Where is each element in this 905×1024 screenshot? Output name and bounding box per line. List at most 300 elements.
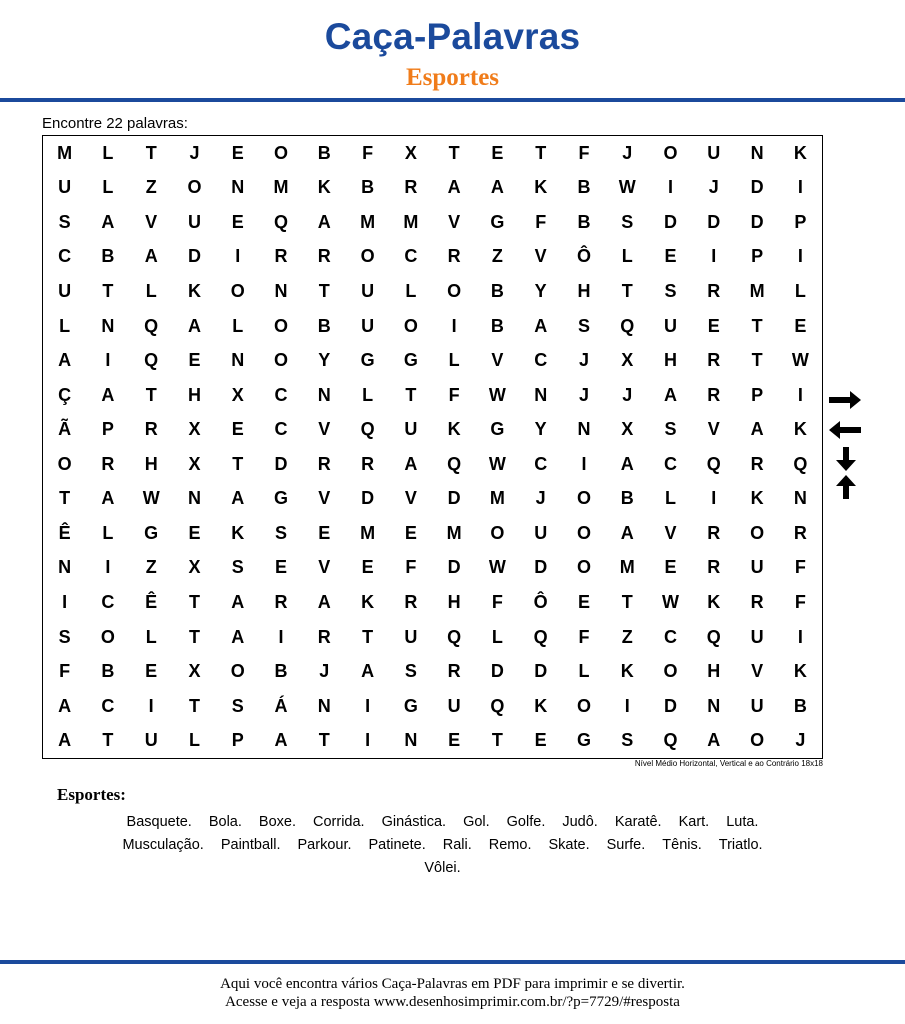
- grid-cell: B: [317, 315, 331, 336]
- grid-cell: A: [620, 453, 634, 474]
- grid-cell: L: [188, 730, 200, 751]
- grid-cell: A: [58, 730, 72, 751]
- grid-cell: E: [188, 350, 201, 371]
- grid-cell: C: [664, 626, 678, 647]
- footer-line-1: Aqui você encontra vários Caça-Palavras em PDF para imprimir e se divertir.: [220, 976, 685, 992]
- grid-cell: M: [360, 522, 376, 543]
- grid-cell: V: [404, 488, 417, 509]
- grid-cell: T: [102, 280, 114, 301]
- grid-cell: H: [447, 591, 461, 612]
- grid-cell: H: [664, 350, 678, 371]
- grid-cell: O: [490, 522, 505, 543]
- grid-cell: B: [793, 695, 807, 716]
- grid-cell: I: [797, 177, 803, 198]
- grid-cell: E: [231, 211, 244, 232]
- word-list-item: Gol.: [463, 814, 490, 830]
- grid-cell: A: [231, 626, 245, 647]
- grid-cell: X: [404, 142, 417, 163]
- grid-cell: E: [577, 591, 590, 612]
- grid-cell: P: [101, 419, 114, 440]
- grid-cell: D: [447, 488, 461, 509]
- grid-cell: K: [750, 488, 764, 509]
- grid-cell: P: [751, 246, 764, 267]
- grid-cell: Ê: [58, 522, 71, 543]
- grid-cell: L: [102, 142, 114, 163]
- grid-cell: T: [102, 730, 114, 751]
- grid-cell: D: [361, 488, 375, 509]
- grid-cell: J: [578, 384, 589, 405]
- grid-cell: A: [231, 591, 245, 612]
- grid-cell: W: [488, 384, 506, 405]
- grid-cell: M: [403, 211, 419, 232]
- grid-cell: Q: [144, 315, 159, 336]
- grid-cell: D: [447, 557, 461, 578]
- grid-cell: S: [664, 419, 677, 440]
- grid-cell: R: [750, 453, 764, 474]
- grid-cell: E: [145, 661, 158, 682]
- grid-cell: R: [447, 246, 461, 267]
- grid-cell: H: [577, 280, 591, 301]
- grid-cell: L: [491, 626, 503, 647]
- grid-cell: D: [750, 211, 764, 232]
- grid-cell: D: [664, 211, 678, 232]
- grid-cell: X: [231, 384, 244, 405]
- grid-cell: G: [274, 488, 289, 509]
- difficulty-note: Nível Médio Horizontal, Vertical e ao Contrário 18x18: [634, 759, 823, 768]
- grid-cell: I: [451, 315, 457, 336]
- bottom-divider: [0, 960, 905, 964]
- grid-cell: R: [361, 453, 375, 474]
- grid-cell: K: [534, 695, 548, 716]
- grid-cell: X: [188, 453, 201, 474]
- word-list-item: Boxe.: [258, 814, 296, 830]
- grid-cell: Q: [663, 730, 678, 751]
- grid-cell: J: [189, 142, 200, 163]
- grid-cell: A: [620, 522, 634, 543]
- grid-cell: S: [664, 280, 677, 301]
- grid-cell: S: [621, 730, 634, 751]
- grid-cell: A: [447, 177, 461, 198]
- word-list-item: Kart.: [678, 814, 710, 830]
- grid-cell: O: [576, 695, 591, 716]
- grid-cell: Ê: [145, 591, 158, 612]
- grid-cell: I: [365, 695, 371, 716]
- grid-cell: A: [101, 384, 115, 405]
- grid-cell: W: [488, 557, 506, 578]
- grid-cell: U: [404, 626, 418, 647]
- grid-cell: X: [621, 419, 634, 440]
- grid-cell: U: [750, 626, 764, 647]
- grid-cell: G: [360, 350, 375, 371]
- word-list-item: Paintball.: [220, 837, 281, 853]
- grid-cell: F: [362, 142, 374, 163]
- grid-cell: B: [361, 177, 375, 198]
- grid-cell: S: [577, 315, 590, 336]
- grid-cell: G: [490, 419, 505, 440]
- grid-cell: Á: [274, 695, 288, 716]
- grid-cell: R: [101, 453, 115, 474]
- instruction-text: Encontre 22 palavras:: [42, 115, 188, 132]
- grid-cell: S: [58, 626, 71, 647]
- grid-cell: D: [187, 246, 201, 267]
- grid-cell: J: [795, 730, 806, 751]
- grid-cell: G: [403, 695, 418, 716]
- grid-cell: H: [707, 661, 721, 682]
- grid-cell: Q: [490, 695, 505, 716]
- grid-cell: L: [621, 246, 633, 267]
- grid-cell: I: [797, 246, 803, 267]
- grid-cell: V: [534, 246, 547, 267]
- grid-cell: J: [708, 177, 719, 198]
- grid-cell: X: [188, 557, 201, 578]
- grid-cell: O: [750, 730, 765, 751]
- grid-cell: C: [58, 246, 72, 267]
- grid-cell: B: [101, 246, 115, 267]
- grid-cell: A: [58, 695, 72, 716]
- grid-cell: M: [749, 280, 765, 301]
- grid-cell: V: [751, 661, 764, 682]
- grid-cell: P: [751, 384, 764, 405]
- grid-cell: F: [448, 384, 460, 405]
- grid-cell: T: [145, 384, 157, 405]
- grid-cell: Z: [145, 557, 157, 578]
- grid-cell: L: [232, 315, 244, 336]
- grid-cell: T: [448, 142, 460, 163]
- grid-cell: B: [274, 661, 288, 682]
- grid-cell: V: [318, 488, 331, 509]
- grid-cell: A: [664, 384, 678, 405]
- grid-cell: I: [797, 626, 803, 647]
- grid-cell: Ô: [533, 591, 548, 612]
- grid-cell: N: [101, 315, 115, 336]
- grid-cell: T: [318, 730, 330, 751]
- grid-cell: Q: [144, 350, 159, 371]
- arrow-left-icon: [828, 418, 862, 442]
- grid-cell: T: [188, 695, 200, 716]
- grid-cell: T: [362, 626, 374, 647]
- grid-cell: S: [404, 661, 417, 682]
- grid-cell: W: [488, 453, 506, 474]
- top-divider: [0, 98, 905, 102]
- grid-cell: K: [317, 177, 331, 198]
- grid-cell: B: [620, 488, 634, 509]
- grid-cell: V: [318, 419, 331, 440]
- grid-cell: Q: [447, 453, 462, 474]
- word-list-item: Corrida.: [313, 814, 365, 830]
- grid-cell: L: [59, 315, 71, 336]
- grid-cell: N: [577, 419, 591, 440]
- grid-cell: E: [707, 315, 720, 336]
- grid-cell: E: [664, 246, 677, 267]
- grid-cell: Z: [491, 246, 503, 267]
- grid-cell: D: [274, 453, 288, 474]
- grid-cell: I: [581, 453, 587, 474]
- grid-cell: U: [144, 730, 158, 751]
- grid-cell: E: [188, 522, 201, 543]
- grid-cell: H: [187, 384, 201, 405]
- grid-cell: L: [794, 280, 806, 301]
- grid-cell: L: [448, 350, 460, 371]
- grid-cell: U: [58, 177, 72, 198]
- grid-cell: N: [404, 730, 418, 751]
- grid-cell: R: [707, 522, 721, 543]
- grid-cell: C: [534, 350, 548, 371]
- grid-cell: B: [317, 142, 331, 163]
- grid-cell: V: [664, 522, 677, 543]
- grid-cell: N: [317, 384, 331, 405]
- grid-cell: E: [404, 522, 417, 543]
- grid-cell: O: [663, 661, 678, 682]
- grid-cell: G: [576, 730, 591, 751]
- grid-cell: T: [59, 488, 71, 509]
- grid-cell: I: [365, 730, 371, 751]
- grid-cell: N: [58, 557, 72, 578]
- grid-cell: I: [711, 246, 717, 267]
- grid-cell: D: [707, 211, 721, 232]
- arrow-right-icon: [828, 388, 862, 412]
- grid-cell: U: [187, 211, 201, 232]
- grid-cell: B: [490, 280, 504, 301]
- grid-cell: B: [101, 661, 115, 682]
- grid-cell: B: [577, 177, 591, 198]
- grid-cell: I: [235, 246, 241, 267]
- word-list-item: Skate.: [548, 837, 590, 853]
- grid-cell: K: [793, 419, 807, 440]
- grid-cell: Q: [706, 453, 721, 474]
- grid-cell: M: [360, 211, 376, 232]
- word-list-row: [0, 815, 885, 830]
- grid-cell: M: [57, 142, 73, 163]
- grid-cell: M: [489, 488, 505, 509]
- grid-cell: V: [448, 211, 461, 232]
- grid-cell: R: [750, 591, 764, 612]
- grid-cell: E: [448, 730, 461, 751]
- grid-cell: F: [59, 661, 71, 682]
- grid-cell: R: [317, 626, 331, 647]
- footer-line-2: Acesse e veja a resposta www.desenhosimprimir.com.br/?p=7729/#resposta: [225, 994, 680, 1010]
- grid-cell: I: [624, 695, 630, 716]
- grid-cell: U: [447, 695, 461, 716]
- grid-cell: J: [319, 661, 330, 682]
- grid-cell: T: [751, 350, 763, 371]
- grid-cell: T: [405, 384, 417, 405]
- grid-cell: A: [58, 350, 72, 371]
- grid-cell: K: [187, 280, 201, 301]
- grid-cell: Z: [621, 626, 633, 647]
- grid-cell: T: [621, 591, 633, 612]
- grid-cell: V: [318, 557, 331, 578]
- grid-cell: Q: [274, 211, 289, 232]
- grid-cell: D: [534, 557, 548, 578]
- grid-cell: R: [144, 419, 158, 440]
- grid-cell: M: [619, 557, 635, 578]
- grid-cell: A: [707, 730, 721, 751]
- grid-cell: R: [274, 591, 288, 612]
- grid-cell: O: [230, 661, 245, 682]
- word-list-row: [0, 838, 885, 853]
- grid-cell: W: [791, 350, 809, 371]
- grid-cell: S: [231, 695, 244, 716]
- grid-cell: D: [664, 695, 678, 716]
- grid-cell: O: [274, 350, 289, 371]
- grid-cell: N: [187, 488, 201, 509]
- grid-cell: I: [278, 626, 284, 647]
- grid-cell: N: [231, 177, 245, 198]
- grid-cell: L: [362, 384, 374, 405]
- grid-cell: V: [707, 419, 720, 440]
- grid-cell: M: [273, 177, 289, 198]
- grid-cell: L: [405, 280, 417, 301]
- grid-cell: O: [576, 557, 591, 578]
- grid-cell: S: [621, 211, 634, 232]
- grid-cell: F: [491, 591, 503, 612]
- grid-cell: C: [274, 419, 288, 440]
- grid-cell: N: [793, 488, 807, 509]
- word-list-item: Surfe.: [606, 837, 646, 853]
- grid-cell: U: [750, 695, 764, 716]
- word-list-item: Luta.: [726, 814, 759, 830]
- grid-cell: E: [361, 557, 374, 578]
- grid-cell: A: [317, 211, 331, 232]
- grid-cell: R: [317, 246, 331, 267]
- word-list-item: Parkour.: [297, 837, 352, 853]
- grid-cell: L: [665, 488, 677, 509]
- grid-cell: E: [491, 142, 504, 163]
- grid-cell: C: [534, 453, 548, 474]
- grid-cell: R: [707, 557, 721, 578]
- grid-cell: O: [360, 246, 375, 267]
- grid-cell: H: [144, 453, 158, 474]
- grid-cell: T: [145, 142, 157, 163]
- grid-cell: C: [274, 384, 288, 405]
- grid-cell: U: [404, 419, 418, 440]
- grid-cell: E: [794, 315, 807, 336]
- grid-cell: I: [148, 695, 154, 716]
- grid-cell: P: [231, 730, 244, 751]
- grid-cell: Q: [360, 419, 375, 440]
- grid-cell: E: [231, 419, 244, 440]
- grid-cell: W: [662, 591, 680, 612]
- grid-cell: Z: [145, 177, 157, 198]
- grid-cell: C: [664, 453, 678, 474]
- word-list-item: Vôlei.: [424, 860, 461, 876]
- grid-cell: U: [361, 315, 375, 336]
- word-list-item: Bola.: [208, 814, 242, 830]
- grid-cell: U: [534, 522, 548, 543]
- grid-cell: T: [188, 591, 200, 612]
- grid-cell: L: [102, 177, 114, 198]
- grid-cell: F: [578, 142, 590, 163]
- grid-cell: U: [707, 142, 721, 163]
- grid-cell: V: [491, 350, 504, 371]
- grid-cell: I: [711, 488, 717, 509]
- grid-cell: G: [403, 350, 418, 371]
- grid-cell: Q: [793, 453, 808, 474]
- grid-cell: E: [664, 557, 677, 578]
- grid-cell: Y: [318, 350, 331, 371]
- grid-cell: Y: [534, 419, 547, 440]
- grid-cell: I: [105, 557, 111, 578]
- grid-cell: Q: [533, 626, 548, 647]
- grid-cell: O: [663, 142, 678, 163]
- grid-cell: B: [490, 315, 504, 336]
- grid-cell: A: [187, 315, 201, 336]
- grid-cell: D: [534, 661, 548, 682]
- grid-cell: N: [750, 142, 764, 163]
- grid-cell: W: [142, 488, 160, 509]
- grid-cell: X: [188, 419, 201, 440]
- word-list-row: [0, 861, 885, 876]
- grid-cell: A: [274, 730, 288, 751]
- grid-cell: C: [404, 246, 418, 267]
- grid-cell: A: [101, 211, 115, 232]
- grid-cell: R: [317, 453, 331, 474]
- grid-cell: R: [274, 246, 288, 267]
- grid-cell: A: [361, 661, 375, 682]
- page-subtitle: Esportes: [405, 64, 500, 91]
- word-list-item: Tênis.: [662, 837, 702, 853]
- grid-cell: T: [318, 280, 330, 301]
- grid-cell: Ç: [58, 384, 72, 405]
- grid-cell: A: [231, 488, 245, 509]
- grid-cell: L: [102, 522, 114, 543]
- word-list-item: Patinete.: [368, 837, 426, 853]
- word-list-heading: Esportes:: [57, 785, 126, 804]
- grid-cell: U: [361, 280, 375, 301]
- grid-cell: T: [621, 280, 633, 301]
- grid-cell: K: [620, 661, 634, 682]
- grid-cell: S: [58, 211, 71, 232]
- grid-cell: N: [534, 384, 548, 405]
- grid-cell: W: [618, 177, 636, 198]
- grid-cell: E: [231, 142, 244, 163]
- word-list-item: Remo.: [488, 837, 532, 853]
- grid-cell: Q: [620, 315, 635, 336]
- grid-cell: F: [578, 626, 590, 647]
- word-list: [0, 815, 885, 884]
- grid-cell: K: [534, 177, 548, 198]
- grid-cell: A: [144, 246, 158, 267]
- arrow-up-icon: [834, 474, 858, 500]
- grid-cell: O: [100, 626, 115, 647]
- grid-cell: T: [751, 315, 763, 336]
- grid-cell: Q: [447, 626, 462, 647]
- grid-cell: T: [491, 730, 503, 751]
- grid-cell: A: [750, 419, 764, 440]
- grid-cell: A: [404, 453, 418, 474]
- grid-cell: L: [145, 626, 157, 647]
- grid-cell: R: [404, 177, 418, 198]
- grid-cell: F: [535, 211, 547, 232]
- grid-cell: K: [793, 142, 807, 163]
- grid-cell: A: [101, 488, 115, 509]
- grid-cell: O: [576, 522, 591, 543]
- grid-cell: R: [447, 661, 461, 682]
- grid-cell: R: [793, 522, 807, 543]
- grid-cell: X: [188, 661, 201, 682]
- grid-cell: O: [403, 315, 418, 336]
- grid-cell: J: [535, 488, 546, 509]
- grid-cell: Ã: [58, 419, 72, 440]
- grid-cell: C: [101, 591, 115, 612]
- grid-cell: K: [231, 522, 245, 543]
- grid-cell: Q: [706, 626, 721, 647]
- word-list-item: Musculação.: [122, 837, 204, 853]
- grid-cell: O: [187, 177, 202, 198]
- grid-cell: N: [231, 350, 245, 371]
- grid-cell: N: [274, 280, 288, 301]
- grid-cell: O: [576, 488, 591, 509]
